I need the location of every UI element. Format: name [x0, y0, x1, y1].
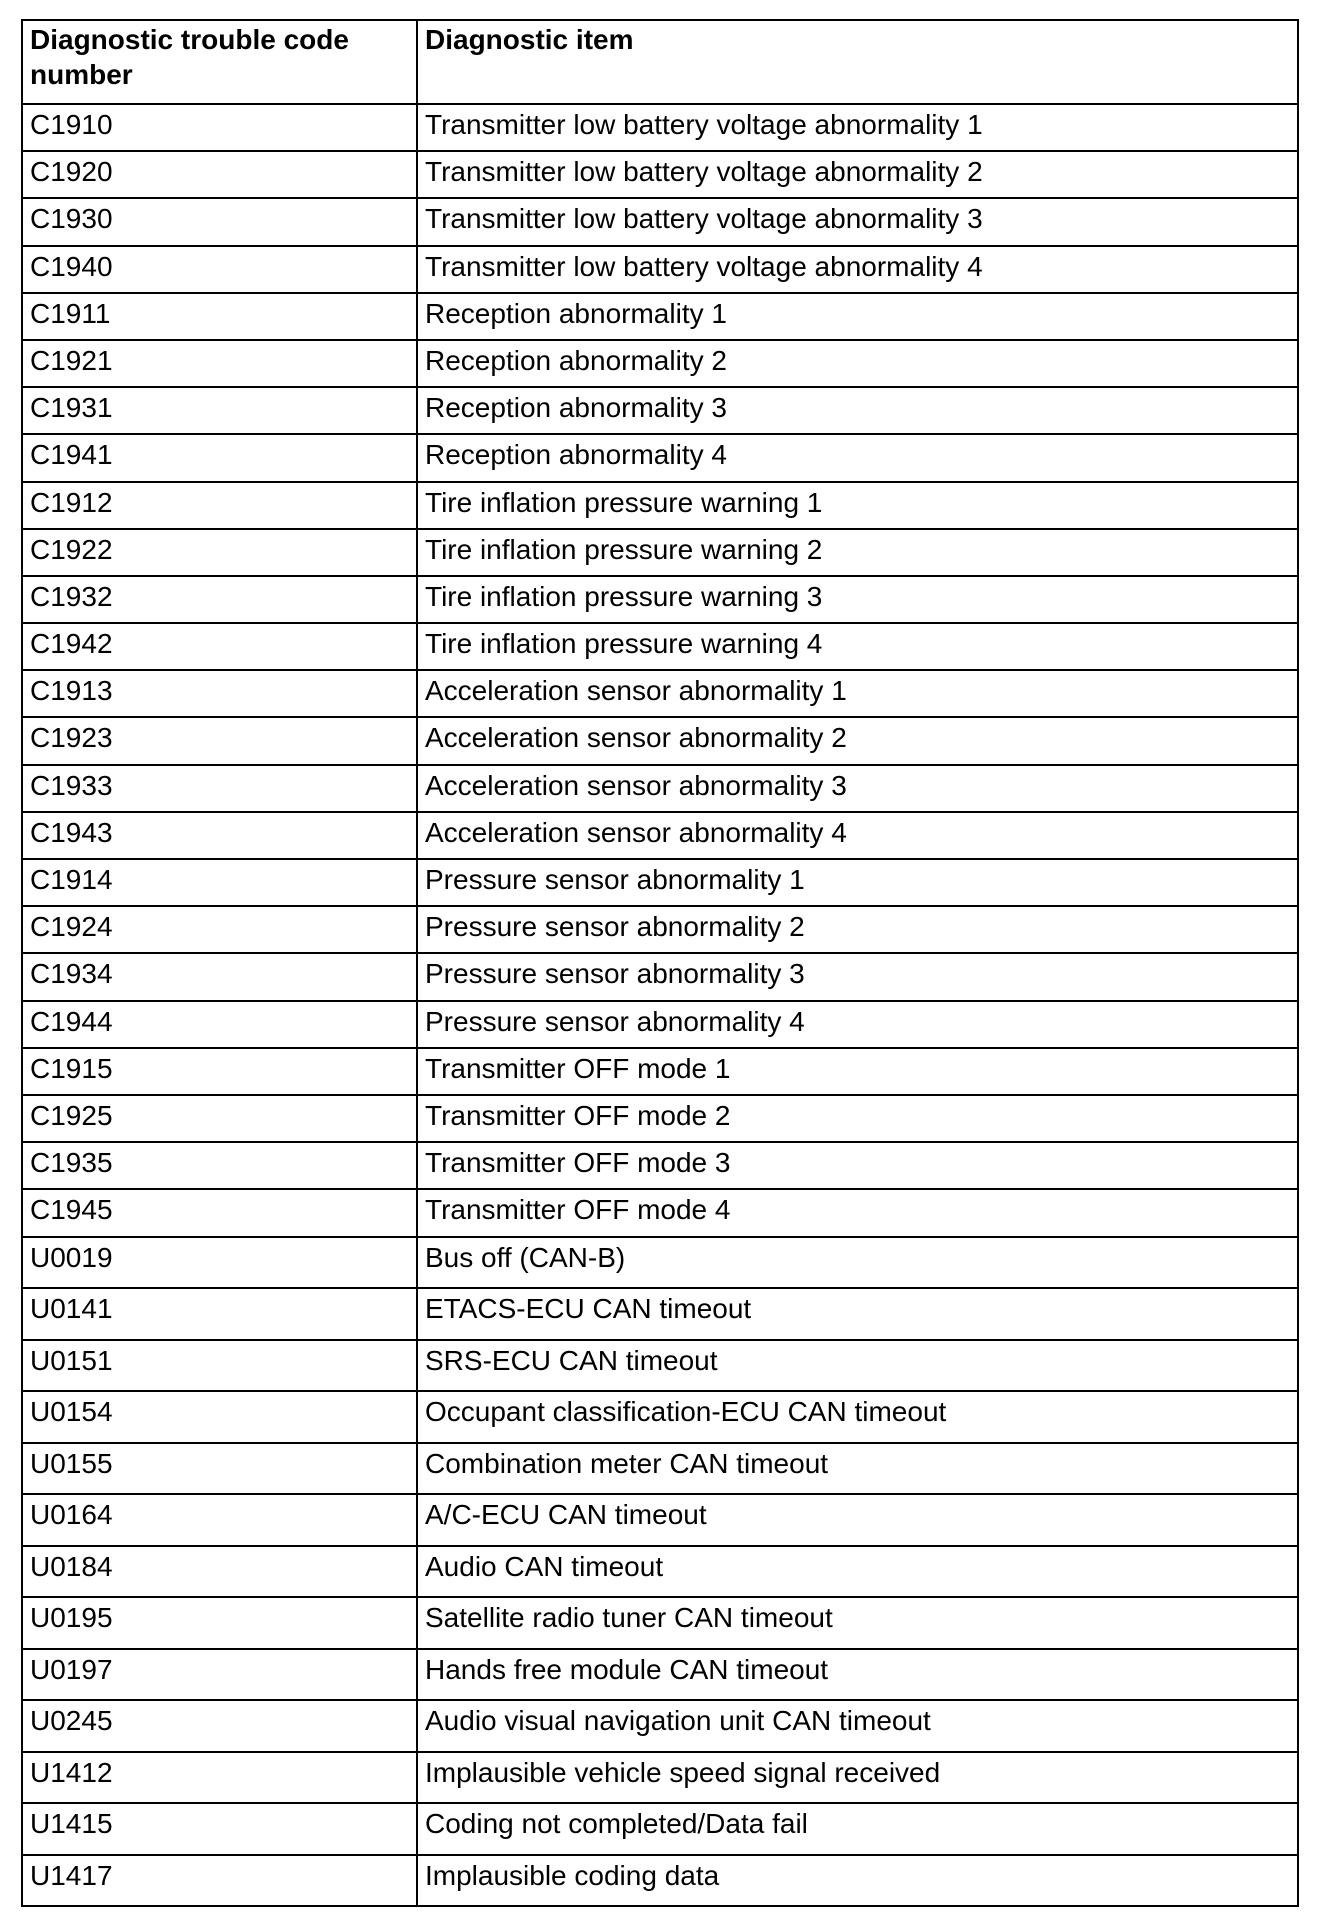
diagnostic-item-cell: Tire inflation pressure warning 2 — [417, 529, 1298, 576]
dtc-code-cell: C1941 — [22, 434, 417, 481]
diagnostic-item-cell: Audio CAN timeout — [417, 1546, 1298, 1598]
diagnostic-item-cell: Tire inflation pressure warning 3 — [417, 576, 1298, 623]
diagnostic-item-cell: Transmitter OFF mode 2 — [417, 1095, 1298, 1142]
dtc-code-cell: C1935 — [22, 1142, 417, 1189]
diagnostic-item-cell: Audio visual navigation unit CAN timeout — [417, 1700, 1298, 1752]
table-row — [22, 1700, 1298, 1752]
diagnostic-item-cell: Reception abnormality 1 — [417, 293, 1298, 340]
diagnostic-item-cell: Reception abnormality 2 — [417, 340, 1298, 387]
diagnostic-item-cell: Transmitter OFF mode 4 — [417, 1189, 1298, 1236]
table-row — [22, 1597, 1298, 1649]
diagnostic-item-cell: Acceleration sensor abnormality 1 — [417, 670, 1298, 717]
dtc-code-cell: U0195 — [22, 1597, 417, 1649]
table-row — [22, 1443, 1298, 1495]
table-row — [22, 482, 1298, 529]
table-row — [22, 1237, 1298, 1289]
table-row — [22, 1649, 1298, 1701]
table-row — [22, 434, 1298, 481]
table-row — [22, 1288, 1298, 1340]
dtc-code-cell: C1924 — [22, 906, 417, 953]
dtc-code-cell: U0019 — [22, 1237, 417, 1289]
diagnostic-item-cell: Pressure sensor abnormality 1 — [417, 859, 1298, 906]
table-row — [22, 1189, 1298, 1236]
dtc-code-cell: C1921 — [22, 340, 417, 387]
table-body — [22, 104, 1298, 1906]
dtc-code-cell: U0245 — [22, 1700, 417, 1752]
table-row — [22, 1752, 1298, 1804]
diagnostic-item-cell: Satellite radio tuner CAN timeout — [417, 1597, 1298, 1649]
table-row — [22, 953, 1298, 1000]
diagnostic-item-cell: Acceleration sensor abnormality 3 — [417, 765, 1298, 812]
table-row — [22, 859, 1298, 906]
dtc-code-cell: U0141 — [22, 1288, 417, 1340]
table-row — [22, 812, 1298, 859]
dtc-code-cell: C1920 — [22, 151, 417, 198]
table-row — [22, 717, 1298, 764]
diagnostic-item-cell: Acceleration sensor abnormality 2 — [417, 717, 1298, 764]
diagnostic-item-cell: Pressure sensor abnormality 3 — [417, 953, 1298, 1000]
diagnostic-item-cell: Occupant classification-ECU CAN timeout — [417, 1391, 1298, 1443]
table-row — [22, 529, 1298, 576]
table-row — [22, 765, 1298, 812]
diagnostic-item-cell: Combination meter CAN timeout — [417, 1443, 1298, 1495]
dtc-code-cell: C1910 — [22, 104, 417, 151]
dtc-code-cell: C1922 — [22, 529, 417, 576]
dtc-code-cell: C1942 — [22, 623, 417, 670]
table-row — [22, 104, 1298, 151]
header-code: Diagnostic trouble code number — [22, 20, 417, 104]
table-row — [22, 293, 1298, 340]
dtc-code-cell: U0197 — [22, 1649, 417, 1701]
diagnostic-item-cell: Tire inflation pressure warning 4 — [417, 623, 1298, 670]
dtc-code-cell: U0164 — [22, 1494, 417, 1546]
table-row — [22, 387, 1298, 434]
table-row — [22, 1803, 1298, 1855]
dtc-code-cell: U0184 — [22, 1546, 417, 1598]
diagnostic-item-cell: Reception abnormality 4 — [417, 434, 1298, 481]
diagnostic-item-cell: Pressure sensor abnormality 4 — [417, 1001, 1298, 1048]
dtc-code-cell: C1944 — [22, 1001, 417, 1048]
dtc-code-cell: C1925 — [22, 1095, 417, 1142]
diagnostic-item-cell: A/C-ECU CAN timeout — [417, 1494, 1298, 1546]
dtc-code-cell: U0151 — [22, 1340, 417, 1392]
dtc-code-cell: C1915 — [22, 1048, 417, 1095]
table-row — [22, 1095, 1298, 1142]
dtc-table — [21, 19, 1299, 1907]
dtc-code-cell: C1914 — [22, 859, 417, 906]
table-row — [22, 1494, 1298, 1546]
table-row — [22, 1546, 1298, 1598]
diagnostic-item-cell: Transmitter OFF mode 1 — [417, 1048, 1298, 1095]
table-row — [22, 246, 1298, 293]
table-row — [22, 198, 1298, 245]
diagnostic-item-cell: Bus off (CAN-B) — [417, 1237, 1298, 1289]
header-item: Diagnostic item — [417, 20, 1298, 104]
table-row — [22, 1391, 1298, 1443]
diagnostic-item-cell: Tire inflation pressure warning 1 — [417, 482, 1298, 529]
table-row — [22, 340, 1298, 387]
table-row — [22, 1340, 1298, 1392]
diagnostic-item-cell: Implausible coding data — [417, 1855, 1298, 1907]
table-row — [22, 623, 1298, 670]
dtc-code-cell: C1931 — [22, 387, 417, 434]
diagnostic-item-cell: Reception abnormality 3 — [417, 387, 1298, 434]
dtc-code-cell: U1417 — [22, 1855, 417, 1907]
dtc-code-cell: C1932 — [22, 576, 417, 623]
table-row — [22, 1048, 1298, 1095]
diagnostic-item-cell: Transmitter low battery voltage abnormality 1 — [417, 104, 1298, 151]
table-row — [22, 670, 1298, 717]
diagnostic-item-cell: ETACS-ECU CAN timeout — [417, 1288, 1298, 1340]
table-row — [22, 1001, 1298, 1048]
table-row — [22, 1142, 1298, 1189]
diagnostic-item-cell: Coding not completed/Data fail — [417, 1803, 1298, 1855]
dtc-code-cell: C1943 — [22, 812, 417, 859]
diagnostic-item-cell: Transmitter OFF mode 3 — [417, 1142, 1298, 1189]
table-row — [22, 1855, 1298, 1907]
dtc-code-cell: U0154 — [22, 1391, 417, 1443]
diagnostic-item-cell: Transmitter low battery voltage abnormality 4 — [417, 246, 1298, 293]
dtc-code-cell: C1940 — [22, 246, 417, 293]
dtc-code-cell: C1934 — [22, 953, 417, 1000]
dtc-code-cell: C1923 — [22, 717, 417, 764]
dtc-code-cell: C1911 — [22, 293, 417, 340]
dtc-code-cell: C1945 — [22, 1189, 417, 1236]
table-row — [22, 576, 1298, 623]
diagnostic-item-cell: Transmitter low battery voltage abnormality 3 — [417, 198, 1298, 245]
table-header-row — [22, 20, 1298, 104]
diagnostic-item-cell: Hands free module CAN timeout — [417, 1649, 1298, 1701]
diagnostic-item-cell: Implausible vehicle speed signal received — [417, 1752, 1298, 1804]
table-row — [22, 151, 1298, 198]
dtc-code-cell: U0155 — [22, 1443, 417, 1495]
dtc-code-cell: C1913 — [22, 670, 417, 717]
diagnostic-item-cell: Acceleration sensor abnormality 4 — [417, 812, 1298, 859]
dtc-code-cell: C1933 — [22, 765, 417, 812]
diagnostic-item-cell: SRS-ECU CAN timeout — [417, 1340, 1298, 1392]
dtc-code-cell: C1930 — [22, 198, 417, 245]
dtc-code-cell: U1412 — [22, 1752, 417, 1804]
dtc-code-cell: C1912 — [22, 482, 417, 529]
dtc-code-cell: U1415 — [22, 1803, 417, 1855]
diagnostic-item-cell: Transmitter low battery voltage abnormality 2 — [417, 151, 1298, 198]
table-row — [22, 906, 1298, 953]
diagnostic-item-cell: Pressure sensor abnormality 2 — [417, 906, 1298, 953]
